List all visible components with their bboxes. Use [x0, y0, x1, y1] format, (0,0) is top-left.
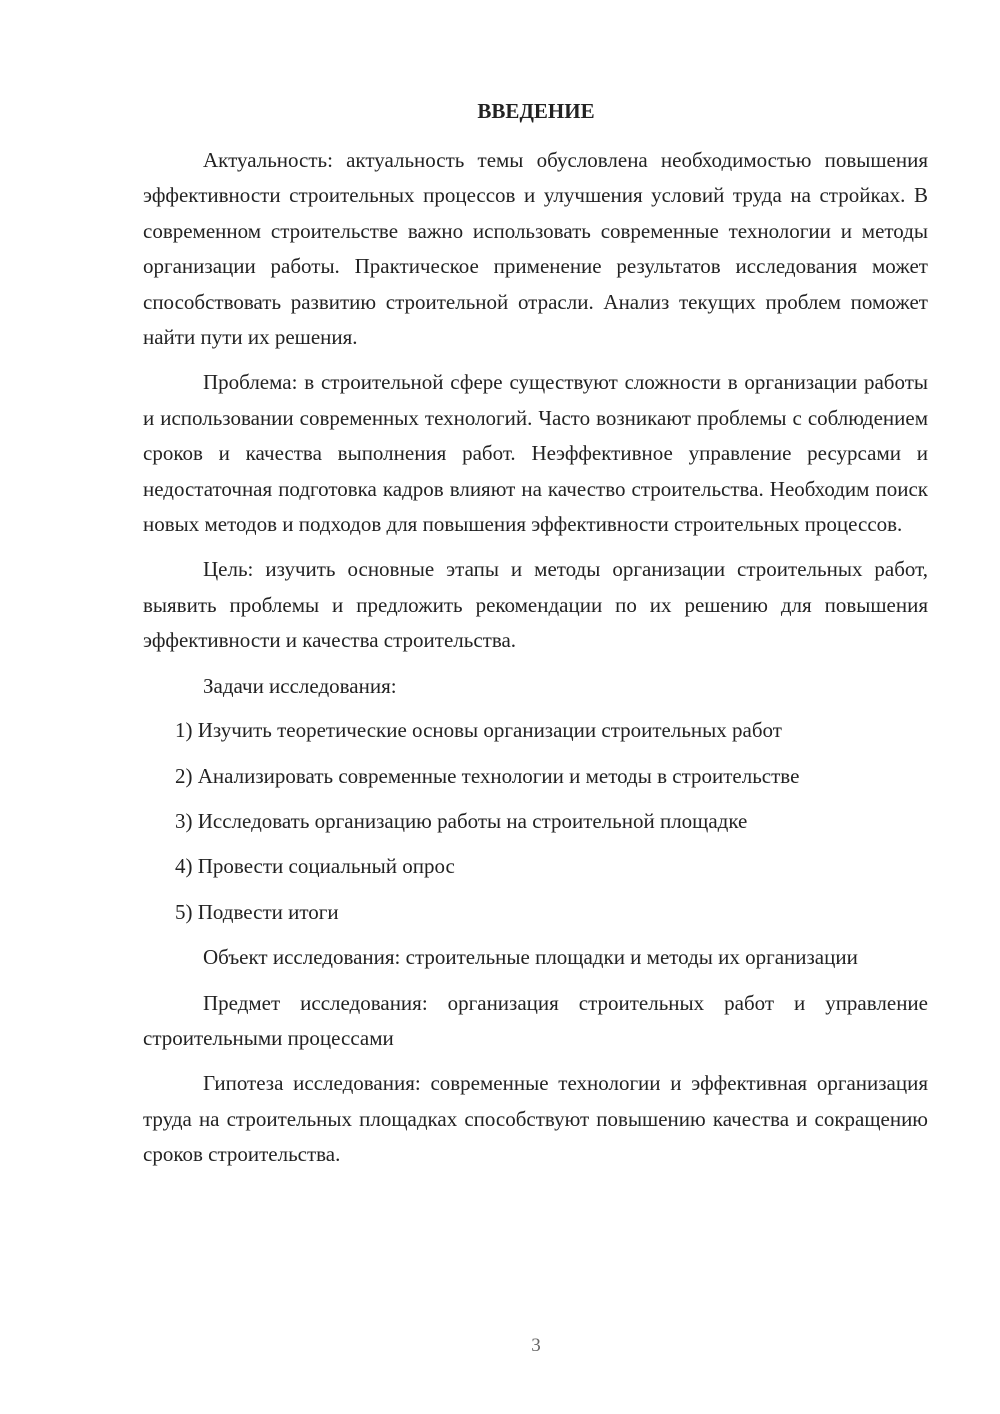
- list-item: 5) Подвести итоги: [175, 899, 339, 924]
- list-item: 3) Исследовать организацию работы на строительной площадке: [175, 808, 748, 833]
- page-number: 3: [531, 1335, 541, 1356]
- subject-paragraph: Предмет исследования: организация строительных работ и управление строительными процессами: [143, 990, 928, 1050]
- hypothesis-paragraph: Гипотеза исследования: современные технологии и эффективная организация труда на строительных площадках способствуют повышению качества и сокращению сроков строительства.: [143, 1071, 928, 1167]
- list-item: 4) Провести социальный опрос: [175, 854, 455, 879]
- list-item: 1) Изучить теоретические основы организации строительных работ: [175, 718, 782, 743]
- relevance-paragraph: Актуальность: актуальность темы обусловлена необходимостью повышения эффективности строительных процессов и улучшения условий труда на стройках. В современном строительстве важно использовать современные технологии и методы организации работы. Практическое применение результатов исследования может способствовать развитию строительной отрасли. Анализ текущих проблем поможет найти пути их решения.: [143, 148, 928, 350]
- problem-paragraph: Проблема: в строительной сфере существуют сложности в организации работы и использовании современных технологий. Часто возникают проблемы с соблюдением сроков и качества выполнения работ. Неэффективное управление ресурсами и недостаточная подготовка кадров влияют на качество строительства. Необходим поиск новых методов и подходов для повышения эффективности строительных процессов.: [143, 370, 928, 537]
- list-item: 2) Анализировать современные технологии и методы в строительстве: [175, 763, 800, 788]
- page-content: [143, 143, 928, 1183]
- tasks-label: Задачи исследования:: [203, 673, 397, 698]
- page-heading: ВВЕДЕНИЕ: [477, 99, 595, 123]
- tasks-list: [143, 713, 928, 930]
- goal-paragraph: Цель: изучить основные этапы и методы организации строительных работ, выявить проблемы и предложить рекомендации по их решению для повышения эффективности и качества строительства.: [143, 557, 928, 653]
- object-paragraph: Объект исследования: строительные площадки и методы их организации: [203, 945, 858, 970]
